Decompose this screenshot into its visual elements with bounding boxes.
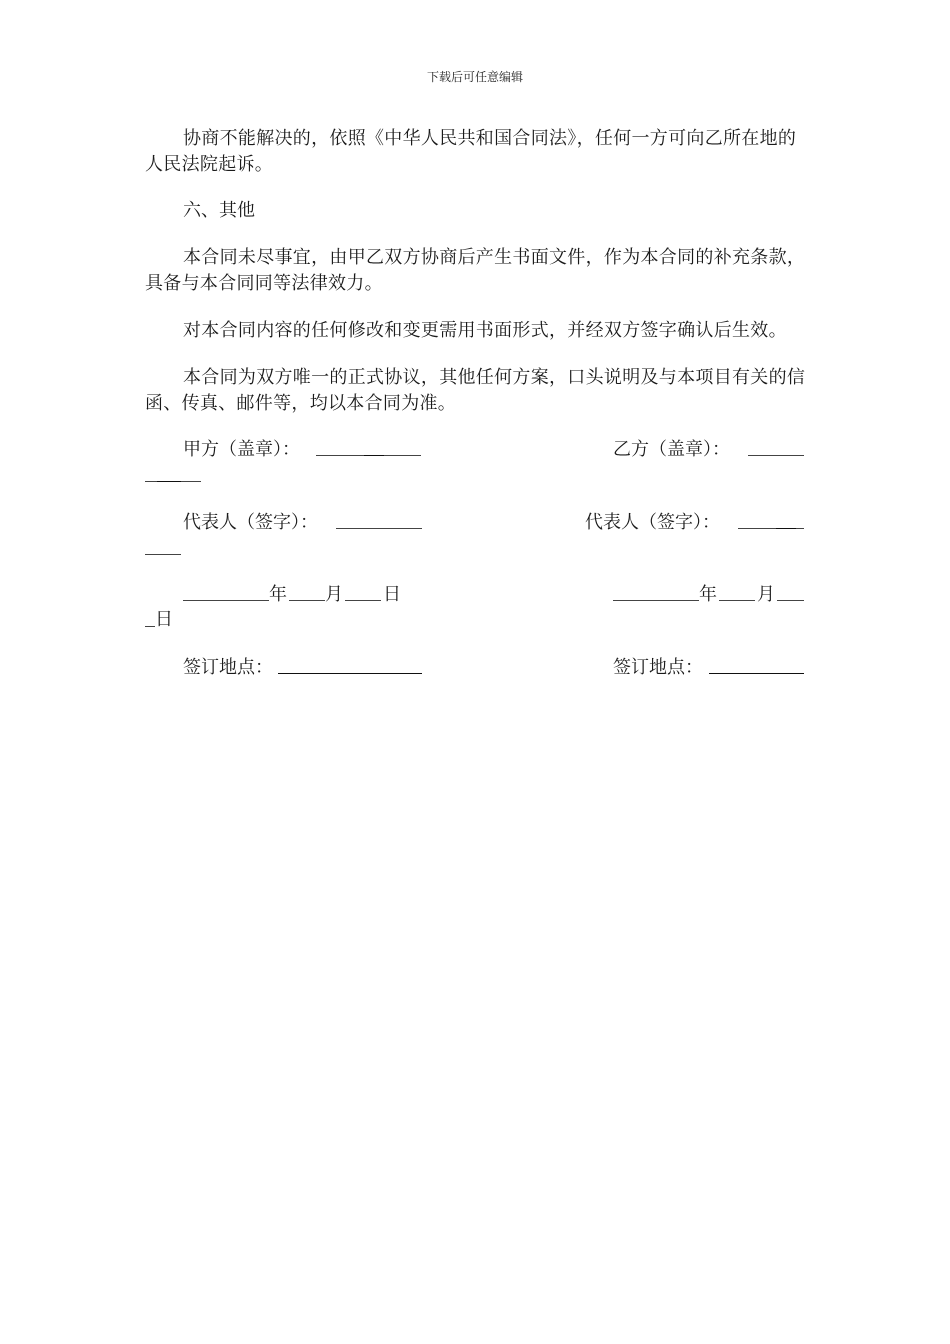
party-a-seal-mark <box>364 455 384 456</box>
place-a-label: 签订地点： <box>183 657 273 678</box>
date-b-day-blank-cont[interactable] <box>145 626 155 627</box>
place-a-line <box>183 655 273 681</box>
paragraph-amendment: 对本合同内容的任何修改和变更需用书面形式，并经双方签字确认后生效。 <box>183 320 787 341</box>
rep-a-sign-label: 代表人（签字）： <box>183 512 318 533</box>
edit-notice-header: 下载后可任意编辑 <box>426 70 523 84</box>
rep-b-sign-line <box>585 510 720 536</box>
party-a-seal-line <box>183 437 300 463</box>
date-b-month-blank[interactable] <box>719 600 755 601</box>
party-a-seal-label: 甲方（盖章）： <box>183 439 300 460</box>
rep-a-sign-blank[interactable] <box>336 528 422 529</box>
place-b-line <box>613 655 703 681</box>
date-a-year-unit: 年 <box>269 584 287 605</box>
rep-a-sign-line <box>183 510 318 536</box>
paragraph-supplement: 本合同未尽事宜，由甲乙双方协商后产生书面文件，作为本合同的补充条款，具备与本合同同等法律效力。 <box>145 247 806 294</box>
party-b-seal-blank[interactable] <box>748 455 804 456</box>
section-heading-other: 六、其他 <box>183 200 255 221</box>
date-b-year-unit: 年 <box>699 584 717 605</box>
date-a-day-blank[interactable] <box>345 600 381 601</box>
party-b-seal-mark <box>157 481 181 482</box>
rep-b-sign-mark <box>776 528 796 529</box>
date-b-day-unit: 日 <box>155 609 173 630</box>
party-b-seal-label: 乙方（盖章）： <box>613 439 730 460</box>
place-b-label: 签订地点： <box>613 657 703 678</box>
date-b-month-unit: 月 <box>757 584 775 605</box>
rep-b-sign-blank-cont[interactable] <box>145 554 181 555</box>
date-a-year-blank[interactable] <box>183 600 269 601</box>
rep-b-sign-label: 代表人（签字）： <box>585 512 720 533</box>
place-a-blank[interactable] <box>278 673 422 674</box>
paragraph-sole-agreement: 本合同为双方唯一的正式协议，其他任何方案，口头说明及与本项目有关的信函、传真、邮件等，均以本合同为准。 <box>145 367 806 414</box>
date-b-day-blank[interactable] <box>777 600 804 601</box>
date-a-day-unit: 日 <box>383 584 401 605</box>
paragraph-dispute: 协商不能解决的，依照《中华人民共和国合同法》，任何一方可向乙所在地的人民法院起诉。 <box>145 128 797 175</box>
date-b-year-blank[interactable] <box>613 600 699 601</box>
date-a-month-blank[interactable] <box>289 600 325 601</box>
date-a-month-unit: 月 <box>325 584 343 605</box>
party-b-seal-line <box>613 437 730 463</box>
place-b-blank[interactable] <box>709 673 804 674</box>
